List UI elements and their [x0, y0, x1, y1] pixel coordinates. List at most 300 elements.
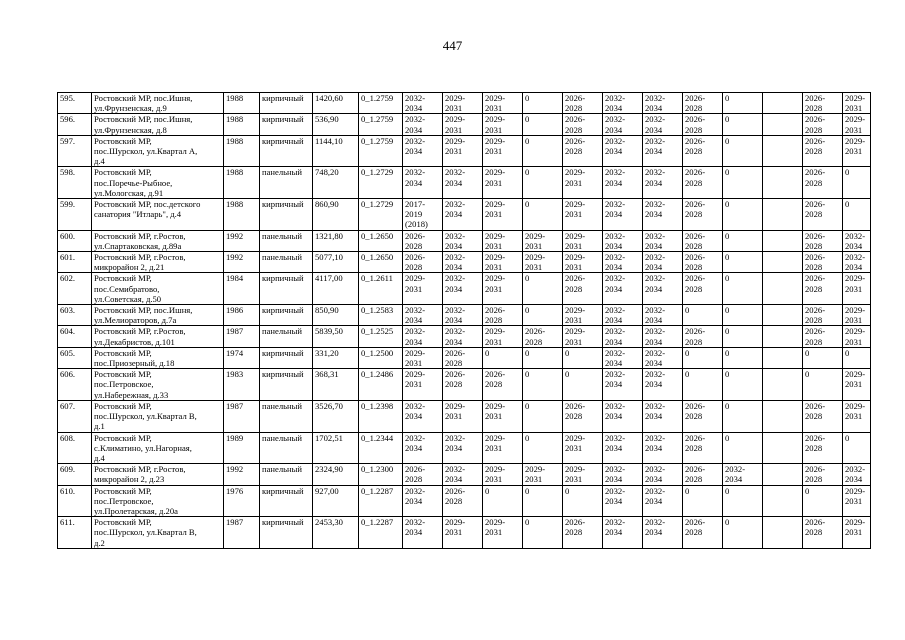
cell-period-8: 2026- 2028	[683, 135, 723, 167]
cell-period-12: 2029- 2031	[843, 135, 871, 167]
cell-area: 3526,70	[313, 400, 359, 432]
cell-period-5: 2029- 2031	[563, 167, 603, 199]
cell-period-7: 2032- 2034	[643, 326, 683, 347]
cell-period-11: 2026- 2028	[803, 167, 843, 199]
housing-registry-table	[57, 92, 871, 549]
cell-period-9: 0	[723, 93, 763, 114]
cell-period-2: 2026- 2028	[443, 485, 483, 517]
table-row	[58, 135, 871, 167]
cell-area: 1420,60	[313, 93, 359, 114]
cell-row-number: 607.	[58, 400, 92, 432]
cell-period-2: 2026- 2028	[443, 347, 483, 368]
cell-period-10	[763, 305, 803, 326]
cell-row-number: 595.	[58, 93, 92, 114]
cell-period-5: 2026- 2028	[563, 273, 603, 305]
cell-period-11: 2026- 2028	[803, 230, 843, 251]
cell-period-1: 2029- 2031	[403, 347, 443, 368]
table-row	[58, 326, 871, 347]
cell-period-3: 2029- 2031	[483, 273, 523, 305]
cell-period-11: 2026- 2028	[803, 114, 843, 135]
cell-priority-index: 0_1.2759	[359, 114, 403, 135]
cell-address: Ростовский МР, пос.детского санатория "Итларь", д.4	[92, 199, 224, 231]
cell-period-5: 0	[563, 485, 603, 517]
cell-build-year: 1987	[224, 400, 260, 432]
cell-period-10	[763, 167, 803, 199]
table-row	[58, 114, 871, 135]
cell-priority-index: 0_1.2500	[359, 347, 403, 368]
cell-period-3: 2029- 2031	[483, 464, 523, 485]
cell-period-12: 2029- 2031	[843, 485, 871, 517]
cell-period-4: 0	[523, 199, 563, 231]
cell-area: 1321,80	[313, 230, 359, 251]
registry-body	[58, 93, 871, 549]
cell-priority-index: 0_1.2759	[359, 135, 403, 167]
cell-period-6: 2032- 2034	[603, 326, 643, 347]
cell-period-10	[763, 326, 803, 347]
cell-period-12: 2029- 2031	[843, 273, 871, 305]
cell-address: Ростовский МР, с.Климатино, ул.Нагорная, д.4	[92, 432, 224, 464]
cell-area: 5839,50	[313, 326, 359, 347]
cell-row-number: 608.	[58, 432, 92, 464]
cell-period-10	[763, 252, 803, 273]
cell-period-7: 2032- 2034	[643, 432, 683, 464]
cell-priority-index: 0_1.2398	[359, 400, 403, 432]
cell-address: Ростовский МР, пос.Шурскол, ул.Квартал А, д.4	[92, 135, 224, 167]
table-row	[58, 305, 871, 326]
table-row	[58, 485, 871, 517]
cell-period-12: 0	[843, 347, 871, 368]
cell-area: 748,20	[313, 167, 359, 199]
cell-period-12: 2029- 2031	[843, 400, 871, 432]
cell-period-12: 2032- 2034	[843, 464, 871, 485]
cell-period-5: 2026- 2028	[563, 93, 603, 114]
cell-row-number: 598.	[58, 167, 92, 199]
cell-period-7: 2032- 2034	[643, 400, 683, 432]
cell-period-7: 2032- 2034	[643, 199, 683, 231]
cell-period-12: 2029- 2031	[843, 93, 871, 114]
cell-period-9: 0	[723, 273, 763, 305]
cell-period-1: 2032- 2034	[403, 485, 443, 517]
cell-wall-material: панельный	[260, 432, 313, 464]
cell-period-6: 2032- 2034	[603, 93, 643, 114]
cell-period-3: 0	[483, 347, 523, 368]
cell-period-2: 2032- 2034	[443, 432, 483, 464]
cell-period-6: 2032- 2034	[603, 135, 643, 167]
cell-address: Ростовский МР, пос.Петровское, ул.Набережная, д.33	[92, 369, 224, 401]
cell-period-1: 2017- 2019 (2018)	[403, 199, 443, 231]
cell-period-7: 2032- 2034	[643, 347, 683, 368]
cell-period-10	[763, 199, 803, 231]
cell-period-9: 0	[723, 400, 763, 432]
cell-address: Ростовский МР, г.Ростов, ул.Декабристов, д.101	[92, 326, 224, 347]
table-row	[58, 432, 871, 464]
cell-address: Ростовский МР, пос.Семибратово, ул.Советская, д.50	[92, 273, 224, 305]
cell-period-2: 2029- 2031	[443, 114, 483, 135]
cell-period-7: 2032- 2034	[643, 273, 683, 305]
cell-row-number: 603.	[58, 305, 92, 326]
cell-period-2: 2032- 2034	[443, 230, 483, 251]
cell-period-4: 0	[523, 485, 563, 517]
cell-row-number: 599.	[58, 199, 92, 231]
cell-period-9: 0	[723, 114, 763, 135]
table-row	[58, 199, 871, 231]
cell-period-3: 2026- 2028	[483, 369, 523, 401]
cell-build-year: 1992	[224, 464, 260, 485]
cell-period-7: 2032- 2034	[643, 305, 683, 326]
cell-build-year: 1976	[224, 485, 260, 517]
cell-period-8: 2026- 2028	[683, 93, 723, 114]
cell-period-5: 2029- 2031	[563, 432, 603, 464]
cell-period-2: 2032- 2034	[443, 273, 483, 305]
cell-wall-material: кирпичный	[260, 347, 313, 368]
cell-period-4: 0	[523, 517, 563, 549]
table-row	[58, 230, 871, 251]
cell-priority-index: 0_1.2611	[359, 273, 403, 305]
cell-wall-material: панельный	[260, 326, 313, 347]
cell-wall-material: кирпичный	[260, 485, 313, 517]
cell-period-8: 2026- 2028	[683, 464, 723, 485]
cell-period-5: 2026- 2028	[563, 114, 603, 135]
cell-wall-material: кирпичный	[260, 369, 313, 401]
cell-wall-material: кирпичный	[260, 114, 313, 135]
cell-period-10	[763, 93, 803, 114]
cell-period-6: 2032- 2034	[603, 464, 643, 485]
cell-build-year: 1987	[224, 517, 260, 549]
cell-period-11: 2026- 2028	[803, 432, 843, 464]
cell-period-7: 2032- 2034	[643, 167, 683, 199]
cell-period-12: 0	[843, 432, 871, 464]
page-number: 447	[442, 38, 463, 53]
cell-period-12: 0	[843, 167, 871, 199]
cell-wall-material: панельный	[260, 230, 313, 251]
cell-period-1: 2026- 2028	[403, 252, 443, 273]
cell-period-4: 0	[523, 135, 563, 167]
cell-period-10	[763, 485, 803, 517]
cell-period-2: 2029- 2031	[443, 135, 483, 167]
cell-area: 850,90	[313, 305, 359, 326]
cell-period-7: 2032- 2034	[643, 485, 683, 517]
cell-period-12: 0	[843, 199, 871, 231]
cell-period-4: 0	[523, 273, 563, 305]
cell-period-2: 2032- 2034	[443, 167, 483, 199]
cell-period-6: 2032- 2034	[603, 199, 643, 231]
cell-priority-index: 0_1.2729	[359, 199, 403, 231]
cell-period-2: 2032- 2034	[443, 464, 483, 485]
cell-period-4: 0	[523, 347, 563, 368]
cell-period-2: 2029- 2031	[443, 400, 483, 432]
cell-period-1: 2032- 2034	[403, 517, 443, 549]
cell-period-8: 2026- 2028	[683, 199, 723, 231]
cell-period-9: 0	[723, 305, 763, 326]
cell-period-3: 2026- 2028	[483, 305, 523, 326]
cell-period-2: 2026- 2028	[443, 369, 483, 401]
cell-address: Ростовский МР, г.Ростов, ул.Спартаковская, д.89а	[92, 230, 224, 251]
cell-row-number: 597.	[58, 135, 92, 167]
cell-period-3: 2029- 2031	[483, 400, 523, 432]
cell-period-9: 0	[723, 167, 763, 199]
cell-period-10	[763, 432, 803, 464]
cell-area: 536,90	[313, 114, 359, 135]
cell-period-3: 2029- 2031	[483, 326, 523, 347]
cell-period-8: 0	[683, 369, 723, 401]
cell-period-11: 2026- 2028	[803, 252, 843, 273]
cell-priority-index: 0_1.2287	[359, 485, 403, 517]
cell-build-year: 1988	[224, 199, 260, 231]
cell-period-10	[763, 135, 803, 167]
cell-address: Ростовский МР, пос.Петровское, ул.Пролетарская, д.20а	[92, 485, 224, 517]
table-row	[58, 517, 871, 549]
cell-period-10	[763, 464, 803, 485]
cell-period-3: 2029- 2031	[483, 517, 523, 549]
cell-period-8: 2026- 2028	[683, 252, 723, 273]
cell-period-6: 2032- 2034	[603, 252, 643, 273]
cell-address: Ростовский МР, пос.Ишня, ул.Фрунзенская, д.9	[92, 93, 224, 114]
cell-wall-material: панельный	[260, 400, 313, 432]
table-row	[58, 252, 871, 273]
cell-period-2: 2029- 2031	[443, 93, 483, 114]
cell-period-11: 2026- 2028	[803, 400, 843, 432]
cell-row-number: 611.	[58, 517, 92, 549]
cell-period-4: 0	[523, 93, 563, 114]
table-row	[58, 400, 871, 432]
cell-period-8: 2026- 2028	[683, 167, 723, 199]
cell-period-6: 2032- 2034	[603, 167, 643, 199]
cell-row-number: 601.	[58, 252, 92, 273]
cell-period-2: 2029- 2031	[443, 517, 483, 549]
cell-address: Ростовский МР, пос.Ишня, ул.Фрунзенская, д.8	[92, 114, 224, 135]
cell-period-10	[763, 273, 803, 305]
cell-priority-index: 0_1.2344	[359, 432, 403, 464]
cell-row-number: 605.	[58, 347, 92, 368]
cell-area: 331,20	[313, 347, 359, 368]
cell-period-7: 2032- 2034	[643, 135, 683, 167]
cell-period-7: 2032- 2034	[643, 252, 683, 273]
cell-area: 368,31	[313, 369, 359, 401]
cell-period-4: 2026- 2028	[523, 326, 563, 347]
cell-period-12: 2029- 2031	[843, 305, 871, 326]
cell-area: 2453,30	[313, 517, 359, 549]
cell-period-5: 2029- 2031	[563, 305, 603, 326]
cell-build-year: 1986	[224, 305, 260, 326]
cell-period-1: 2029- 2031	[403, 369, 443, 401]
cell-build-year: 1987	[224, 326, 260, 347]
cell-period-1: 2032- 2034	[403, 114, 443, 135]
cell-period-5: 2029- 2031	[563, 252, 603, 273]
cell-build-year: 1988	[224, 93, 260, 114]
cell-period-4: 2029- 2031	[523, 464, 563, 485]
cell-period-2: 2032- 2034	[443, 326, 483, 347]
cell-period-4: 2029- 2031	[523, 230, 563, 251]
cell-period-6: 2032- 2034	[603, 517, 643, 549]
cell-wall-material: кирпичный	[260, 93, 313, 114]
cell-period-5: 2029- 2031	[563, 326, 603, 347]
cell-period-6: 2032- 2034	[603, 400, 643, 432]
cell-row-number: 600.	[58, 230, 92, 251]
cell-row-number: 610.	[58, 485, 92, 517]
cell-period-3: 2029- 2031	[483, 230, 523, 251]
cell-period-8: 0	[683, 305, 723, 326]
cell-period-1: 2029- 2031	[403, 273, 443, 305]
cell-period-8: 0	[683, 485, 723, 517]
cell-row-number: 596.	[58, 114, 92, 135]
cell-period-8: 2026- 2028	[683, 230, 723, 251]
cell-period-4: 0	[523, 305, 563, 326]
cell-period-4: 0	[523, 167, 563, 199]
cell-build-year: 1988	[224, 167, 260, 199]
cell-period-4: 0	[523, 114, 563, 135]
cell-area: 5077,10	[313, 252, 359, 273]
cell-period-2: 2032- 2034	[443, 199, 483, 231]
cell-row-number: 609.	[58, 464, 92, 485]
cell-period-12: 2029- 2031	[843, 517, 871, 549]
cell-period-1: 2032- 2034	[403, 432, 443, 464]
cell-address: Ростовский МР, пос.Ишня, ул.Мелиораторов, д.7а	[92, 305, 224, 326]
cell-period-10	[763, 114, 803, 135]
cell-wall-material: кирпичный	[260, 273, 313, 305]
cell-period-11: 0	[803, 369, 843, 401]
cell-period-8: 2026- 2028	[683, 273, 723, 305]
cell-priority-index: 0_1.2759	[359, 93, 403, 114]
cell-area: 860,90	[313, 199, 359, 231]
cell-period-3: 2029- 2031	[483, 432, 523, 464]
cell-period-9: 0	[723, 432, 763, 464]
cell-period-11: 2026- 2028	[803, 305, 843, 326]
cell-row-number: 604.	[58, 326, 92, 347]
cell-wall-material: панельный	[260, 252, 313, 273]
cell-period-8: 2026- 2028	[683, 326, 723, 347]
cell-period-9: 0	[723, 347, 763, 368]
cell-period-3: 2029- 2031	[483, 93, 523, 114]
cell-period-7: 2032- 2034	[643, 93, 683, 114]
table-row	[58, 167, 871, 199]
cell-area: 2324,90	[313, 464, 359, 485]
cell-period-10	[763, 517, 803, 549]
cell-build-year: 1989	[224, 432, 260, 464]
cell-area: 1702,51	[313, 432, 359, 464]
cell-period-7: 2032- 2034	[643, 230, 683, 251]
cell-build-year: 1988	[224, 114, 260, 135]
cell-period-6: 2032- 2034	[603, 305, 643, 326]
cell-period-7: 2032- 2034	[643, 464, 683, 485]
cell-period-12: 2029- 2031	[843, 114, 871, 135]
cell-period-6: 2032- 2034	[603, 114, 643, 135]
cell-period-11: 2026- 2028	[803, 93, 843, 114]
cell-wall-material: кирпичный	[260, 517, 313, 549]
cell-build-year: 1988	[224, 135, 260, 167]
cell-wall-material: кирпичный	[260, 199, 313, 231]
cell-period-10	[763, 347, 803, 368]
cell-priority-index: 0_1.2583	[359, 305, 403, 326]
cell-period-4: 0	[523, 369, 563, 401]
cell-period-9: 0	[723, 199, 763, 231]
cell-period-3: 2029- 2031	[483, 114, 523, 135]
cell-period-5: 2026- 2028	[563, 135, 603, 167]
cell-period-9: 0	[723, 135, 763, 167]
cell-address: Ростовский МР, пос.Приозерный, д.18	[92, 347, 224, 368]
cell-priority-index: 0_1.2486	[359, 369, 403, 401]
cell-period-6: 2032- 2034	[603, 485, 643, 517]
cell-period-5: 2029- 2031	[563, 464, 603, 485]
cell-address: Ростовский МР, пос.Поречье-Рыбное, ул.Мологская, д.91	[92, 167, 224, 199]
cell-period-12: 2032- 2034	[843, 252, 871, 273]
cell-period-7: 2032- 2034	[643, 369, 683, 401]
cell-period-2: 2032- 2034	[443, 252, 483, 273]
cell-period-7: 2032- 2034	[643, 114, 683, 135]
cell-period-3: 0	[483, 485, 523, 517]
cell-period-11: 2026- 2028	[803, 517, 843, 549]
cell-period-9: 0	[723, 517, 763, 549]
cell-address: Ростовский МР, г.Ростов, микрорайон 2, д.23	[92, 464, 224, 485]
cell-area: 4117,00	[313, 273, 359, 305]
table-row	[58, 273, 871, 305]
cell-period-9: 0	[723, 369, 763, 401]
cell-period-9: 0	[723, 326, 763, 347]
cell-period-11: 2026- 2028	[803, 135, 843, 167]
cell-build-year: 1992	[224, 252, 260, 273]
cell-period-1: 2032- 2034	[403, 400, 443, 432]
cell-period-4: 0	[523, 400, 563, 432]
cell-period-5: 0	[563, 369, 603, 401]
cell-build-year: 1984	[224, 273, 260, 305]
cell-wall-material: панельный	[260, 464, 313, 485]
cell-period-1: 2032- 2034	[403, 305, 443, 326]
cell-period-8: 0	[683, 347, 723, 368]
cell-period-3: 2029- 2031	[483, 199, 523, 231]
cell-row-number: 606.	[58, 369, 92, 401]
cell-period-12: 2032- 2034	[843, 230, 871, 251]
table-row	[58, 93, 871, 114]
cell-period-3: 2029- 2031	[483, 252, 523, 273]
table-row	[58, 369, 871, 401]
cell-period-11: 0	[803, 485, 843, 517]
cell-period-6: 2032- 2034	[603, 432, 643, 464]
cell-priority-index: 0_1.2650	[359, 252, 403, 273]
cell-address: Ростовский МР, г.Ростов, микрорайон 2, д.21	[92, 252, 224, 273]
cell-address: Ростовский МР, пос.Шурскол, ул.Квартал В, д.1	[92, 400, 224, 432]
cell-period-5: 2029- 2031	[563, 199, 603, 231]
cell-period-11: 0	[803, 347, 843, 368]
cell-period-6: 2032- 2034	[603, 347, 643, 368]
cell-period-2: 2032- 2034	[443, 305, 483, 326]
cell-period-1: 2026- 2028	[403, 464, 443, 485]
cell-build-year: 1974	[224, 347, 260, 368]
cell-period-6: 2032- 2034	[603, 273, 643, 305]
table-row	[58, 464, 871, 485]
cell-period-11: 2026- 2028	[803, 273, 843, 305]
cell-priority-index: 0_1.2525	[359, 326, 403, 347]
cell-period-6: 2032- 2034	[603, 230, 643, 251]
cell-period-4: 0	[523, 432, 563, 464]
cell-period-1: 2032- 2034	[403, 167, 443, 199]
cell-period-9: 0	[723, 252, 763, 273]
cell-wall-material: кирпичный	[260, 305, 313, 326]
cell-priority-index: 0_1.2729	[359, 167, 403, 199]
cell-build-year: 1983	[224, 369, 260, 401]
cell-period-10	[763, 400, 803, 432]
table-row	[58, 347, 871, 368]
cell-period-9: 0	[723, 485, 763, 517]
cell-area: 1144,10	[313, 135, 359, 167]
cell-period-4: 2029- 2031	[523, 252, 563, 273]
cell-period-5: 2026- 2028	[563, 517, 603, 549]
cell-period-5: 0	[563, 347, 603, 368]
cell-period-8: 2026- 2028	[683, 400, 723, 432]
cell-period-5: 2026- 2028	[563, 400, 603, 432]
cell-period-6: 2032- 2034	[603, 369, 643, 401]
cell-build-year: 1992	[224, 230, 260, 251]
cell-wall-material: панельный	[260, 167, 313, 199]
cell-period-11: 2026- 2028	[803, 199, 843, 231]
